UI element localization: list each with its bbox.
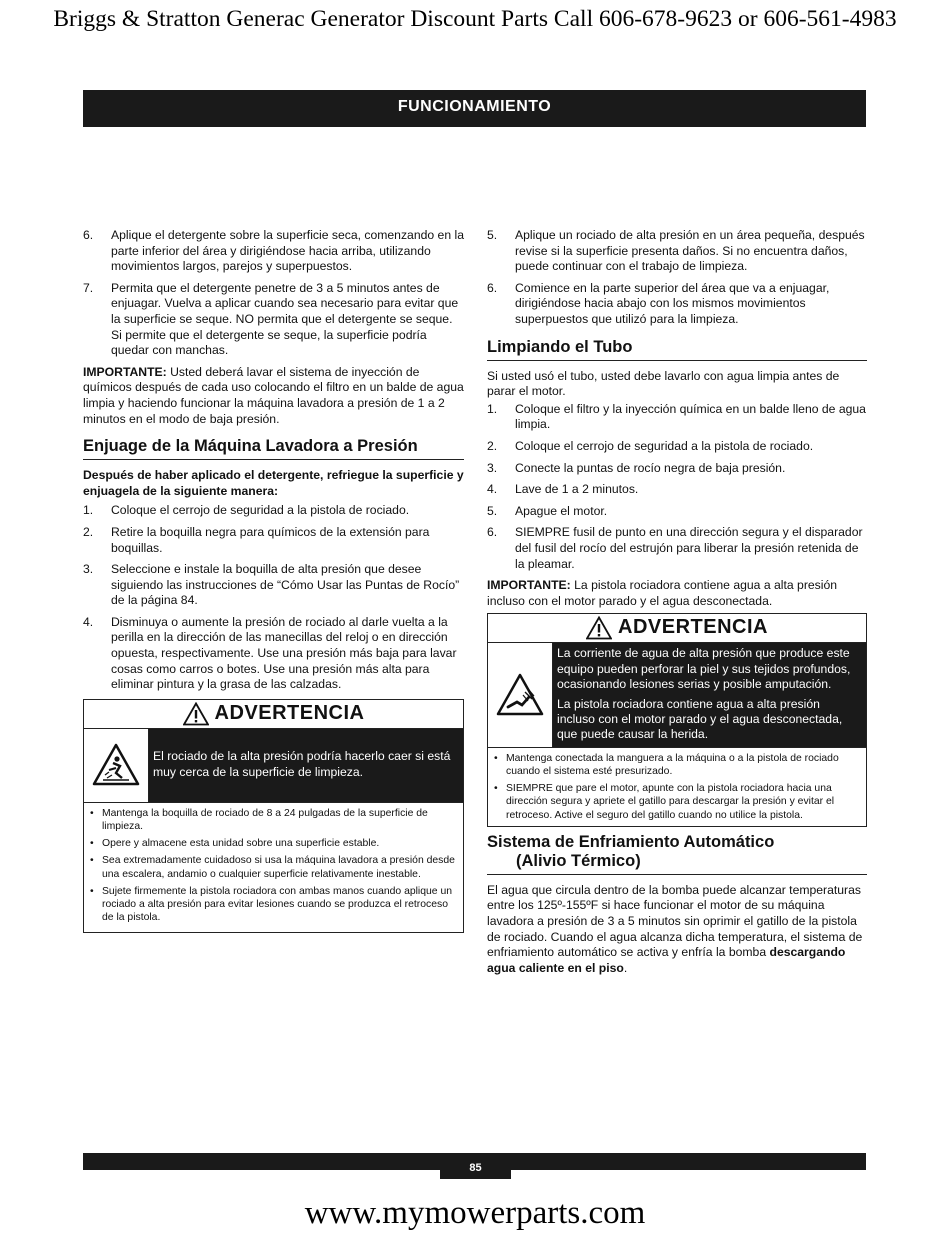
list-item [487,482,867,498]
step-number: 1. [487,401,498,416]
body-text-bold: descargando agua caliente en el piso [487,945,846,975]
injection-hazard-icon [488,643,553,746]
bullet-text: Sea extremadamente cuidadoso si usa la máquina lavadora a presión desde una escalera, andamio o cualquier superficie relativamente inestable. [102,855,455,880]
bullet-text: Mantenga conectada la manguera a la máquina o a la pistola de rociado cuando el sistema esté presurizado. [506,752,839,777]
list-item [487,402,867,433]
heading-line: Sistema de Enfriamiento Automático [487,832,775,851]
important-note [83,365,464,427]
important-label: IMPORTANTE: [83,364,167,379]
important-label: IMPORTANTE: [487,578,571,593]
step-number: 6. [83,228,94,242]
step-text: Retire la boquilla negra para químicos de la extensión para boquillas. [111,524,430,555]
bullet-text: SIEMPRE que pare el motor, apunte con la pistola rociadora hacia una dirección segura y apriete el gatillo para descargar la presión y evitar el retroceso. Active el seguro del gatillo cuando no utilice la pistola. [506,783,835,821]
left-column [83,228,464,939]
warning-message: La corriente de agua de alta presión que produce este equipo pueden perforar la piel y sus tejidos profundos, ocasionando lesiones serias y posible amputación. [557,646,851,692]
warning-bullets [84,802,463,933]
list-item [487,461,867,477]
list-item [487,228,867,275]
step-text: Aplique un rociado de alta presión en un área pequeña, después revise si la superficie presenta daños. Si no encuentra daños, puede continuar con el trabajo de limpieza. [515,228,865,274]
step-text: Coloque el cerrojo de seguridad a la pistola de rociado. [515,438,814,453]
list-item: • Opere y almacene esta unidad sobre una superficie estable. [90,838,380,850]
warning-bullets [488,747,866,826]
page-number: 85 [440,1153,511,1179]
step-number: 6. [487,280,498,295]
step-text: Coloque el filtro y la inyección química en un balde lleno de agua limpia. [515,401,866,432]
list-item [487,281,867,328]
heading-line: (Alivio Térmico) [516,851,641,870]
step-text: Seleccione e instale la boquilla de alta presión que desee siguiendo las instrucciones de “Cómo Usar las Puntas de Rocío” de la página 84. [111,562,460,608]
steps-list [487,402,867,572]
lead-text: Después de haber aplicado el detergente, refriegue la superficie y enjuagela de la siguiente manera: [83,468,464,498]
header-banner: Briggs & Stratton Generac Generator Discount Parts Call 606-678-9623 or 606-561-4983 [53,6,897,32]
step-number: 5. [487,228,498,242]
steps-list [487,228,867,328]
warning-title: ADVERTENCIA [618,616,768,639]
warning-text [553,643,866,746]
list-item [83,228,464,275]
step-text: Comience en la parte superior del área que va a enjuagar, dirigiéndose hacia abajo con los mismos movimientos superpuestos que utilizó para la limpieza. [515,280,830,326]
step-number: 5. [487,503,498,518]
warning-text [149,729,463,802]
fall-hazard-icon [84,729,149,802]
warning-body [84,729,463,802]
important-text: La pistola rociadora contiene agua a alta presión incluso con el motor parado y el agua desconectada. [487,578,838,608]
step-text: Conecte la puntas de rocío negra de baja presión. [515,460,786,475]
section-heading [487,833,867,875]
step-number: 6. [487,525,498,540]
important-text: Usted deberá lavar el sistema de inyección de químicos después de cada uso colocando el filtro en un balde de agua limpia y haciendo funcionar la máquina lavadora a presión de 1 a 2 minutos en el modo de baja presión. [83,364,464,426]
section-title: FUNCIONAMIENTO [83,90,866,127]
step-number: 2. [487,438,498,453]
list-item [487,504,867,520]
bullet-text: Sujete firmemente la pistola rociadora con ambas manos cuando aplique un rociado a alta presión para evitar lesiones cuando se produzca el retroceso de la pistola. [102,885,453,924]
warning-header [488,614,866,643]
alert-triangle-icon [586,616,612,640]
step-number: 7. [83,280,94,295]
list-item: • SIEMPRE que pare el motor, apunte con la pistola rociadora hacia una dirección segura y apriete el gatillo para descargar la presión y evitar el retroceso. Active el seguro del gatillo cuando no utilice la pistola. [494,783,835,821]
intro-text: Si usted usó el tubo, usted debe lavarlo con agua limpia antes de parar el motor. [487,368,840,399]
step-text: Disminuya o aumente la presión de rociado al darle vuelta a la perilla en la dirección de las manecillas del reloj o en dirección opuesta, respectivamente. Use una presión más baja para lavar cosas como carros o botes. Use una presión más alta para eliminar pintura y la grasa de las calzadas. [111,614,457,692]
list-item [83,615,464,693]
bullet-text: Mantenga la boquilla de rociado de 8 a 24 pulgadas de la superficie de limpieza. [102,807,428,833]
steps-list [83,228,464,359]
body-text: El agua que circula dentro de la bomba puede alcanzar temperaturas entre los 125º-155ºF si hace funcionar el motor de su máquina lavadora a presión de 3 a 5 minutos sin oprimir el gatillo de la pistola de rociado. Cuando el agua alcanza dicha temperatura, el sistema de enfriamiento automático se activa y enfría la bomba [487,882,863,960]
list-item [83,562,464,609]
cooling-text [487,883,867,977]
step-text: Apague el motor. [515,503,608,518]
important-note [487,578,867,609]
list-item: • Sea extremadamente cuidadoso si usa la máquina lavadora a presión desde una escalera, andamio o cualquier superficie relativamente inestable. [90,855,455,880]
list-item: • Sujete firmemente la pistola rociadora con ambas manos cuando aplique un rociado a alta presión para evitar lesiones cuando se produzca el retroceso de la pistola. [90,885,453,924]
warning-message: El rociado de la alta presión podría hacerlo caer si está muy cerca de la superficie de limpieza. [153,749,451,779]
warning-message: La pistola rociadora contiene agua a alta presión incluso con el motor parado y el agua desconectada, que puede causar la herida. [557,696,843,742]
step-number: 3. [83,562,94,577]
warning-box [83,699,464,934]
step-text: Permita que el detergente penetre de 3 a 5 minutos antes de enjuagar. Vuelva a aplicar cuando sea necesario para evitar que la superficie se seque. NO permita que el detergente se seque. Si permite que el detergente se seque, la superficie podría quedar con manchas. [111,280,459,358]
section-heading: Limpiando el Tubo [487,338,867,361]
warning-box [487,613,867,826]
warning-body [488,643,866,746]
right-column [487,228,867,982]
step-text: SIEMPRE fusil de punto en una dirección segura y el disparador del fusil del rocío del estrujón para liberar la presión retenida de la pleamar. [515,525,863,571]
step-text: Lave de 1 a 2 minutos. [515,482,639,497]
step-number: 4. [487,482,498,497]
list-item: • Mantenga conectada la manguera a la máquina o a la pistola de rociado cuando el sistema esté presurizado. [494,752,839,777]
steps-list [83,503,464,693]
list-item [83,503,464,519]
warning-title: ADVERTENCIA [214,702,365,725]
warning-header [84,700,463,729]
list-item [487,525,867,572]
list-item [83,281,464,359]
list-item [83,525,464,556]
list-item: • Mantenga la boquilla de rociado de 8 a 24 pulgadas de la superficie de limpieza. [90,807,428,833]
step-number: 1. [83,503,94,518]
step-number: 4. [83,614,94,629]
alert-triangle-icon [183,702,209,726]
step-number: 3. [487,460,498,475]
list-item [487,439,867,455]
step-number: 2. [83,524,94,539]
section-heading: Enjuage de la Máquina Lavadora a Presión [83,437,464,460]
footer-url: www.mymowerparts.com [304,1195,646,1231]
step-text: Coloque el cerrojo de seguridad a la pistola de rociado. [111,503,410,518]
body-text: . [623,960,628,975]
bullet-text: Opere y almacene esta unidad sobre una superficie estable. [102,838,380,850]
step-text: Aplique el detergente sobre la superficie seca, comenzando en la parte inferior del área y dirigiéndose hacia arriba, utilizando movimientos largos, parejos y superpuestos. [111,228,464,274]
